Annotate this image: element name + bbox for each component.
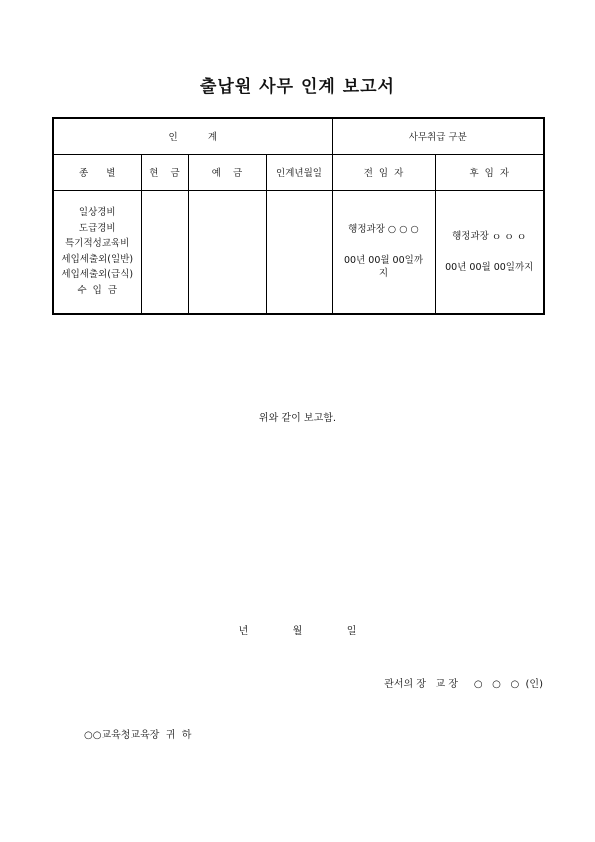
predecessor-name: 행정과장 ○ ○ ○ [348,224,419,236]
successor-cell [435,190,544,314]
handover-table [52,117,545,315]
type-item: 세입세출외(급식) [61,269,134,281]
cash-cell [141,190,188,314]
deposit-cell [188,190,266,314]
type-item: 일상경비 [78,207,116,219]
report-statement: 위와 같이 보고함. [258,413,337,424]
successor-name: 행정과장 ｏ ｏ ｏ [452,230,527,242]
type-item: 도급경비 [78,222,116,234]
predecessor-date-line1: 00년 00월 00일까 [343,255,423,267]
duty-group-header: 사무취급 구분 [332,118,544,154]
type-item: 특기적성교육비 [65,238,130,250]
type-item: 수 입 금 [77,284,118,296]
successor-date: 00년 00월 00일까지 [445,261,534,273]
column-header-deposit: 예 금 [188,154,266,190]
type-item: 세입세출외(일반) [61,253,134,265]
date-year: 년 [238,626,249,637]
document-title: 출납원 사무 인계 보고서 [200,77,395,97]
report-date [0,622,595,637]
column-header-type: 종 별 [53,154,141,190]
date-month: 월 [292,626,303,637]
column-header-predecessor: 전 임 자 [332,154,435,190]
predecessor-cell [332,190,435,314]
handover-date-cell [266,190,332,314]
predecessor-date-line2: 지 [378,268,389,280]
type-list-cell [53,190,141,314]
signature-line: 관서의 장 교 장 ○ ○ ○ (인) [384,679,543,690]
date-day: 일 [346,626,357,637]
recipient-line: ○○교육청교육장 귀 하 [84,730,192,741]
column-header-cash: 현 금 [141,154,188,190]
handover-group-header: 인 계 [53,118,332,154]
column-header-handover-date: 인계년월일 [266,154,332,190]
column-header-successor: 후 임 자 [435,154,544,190]
